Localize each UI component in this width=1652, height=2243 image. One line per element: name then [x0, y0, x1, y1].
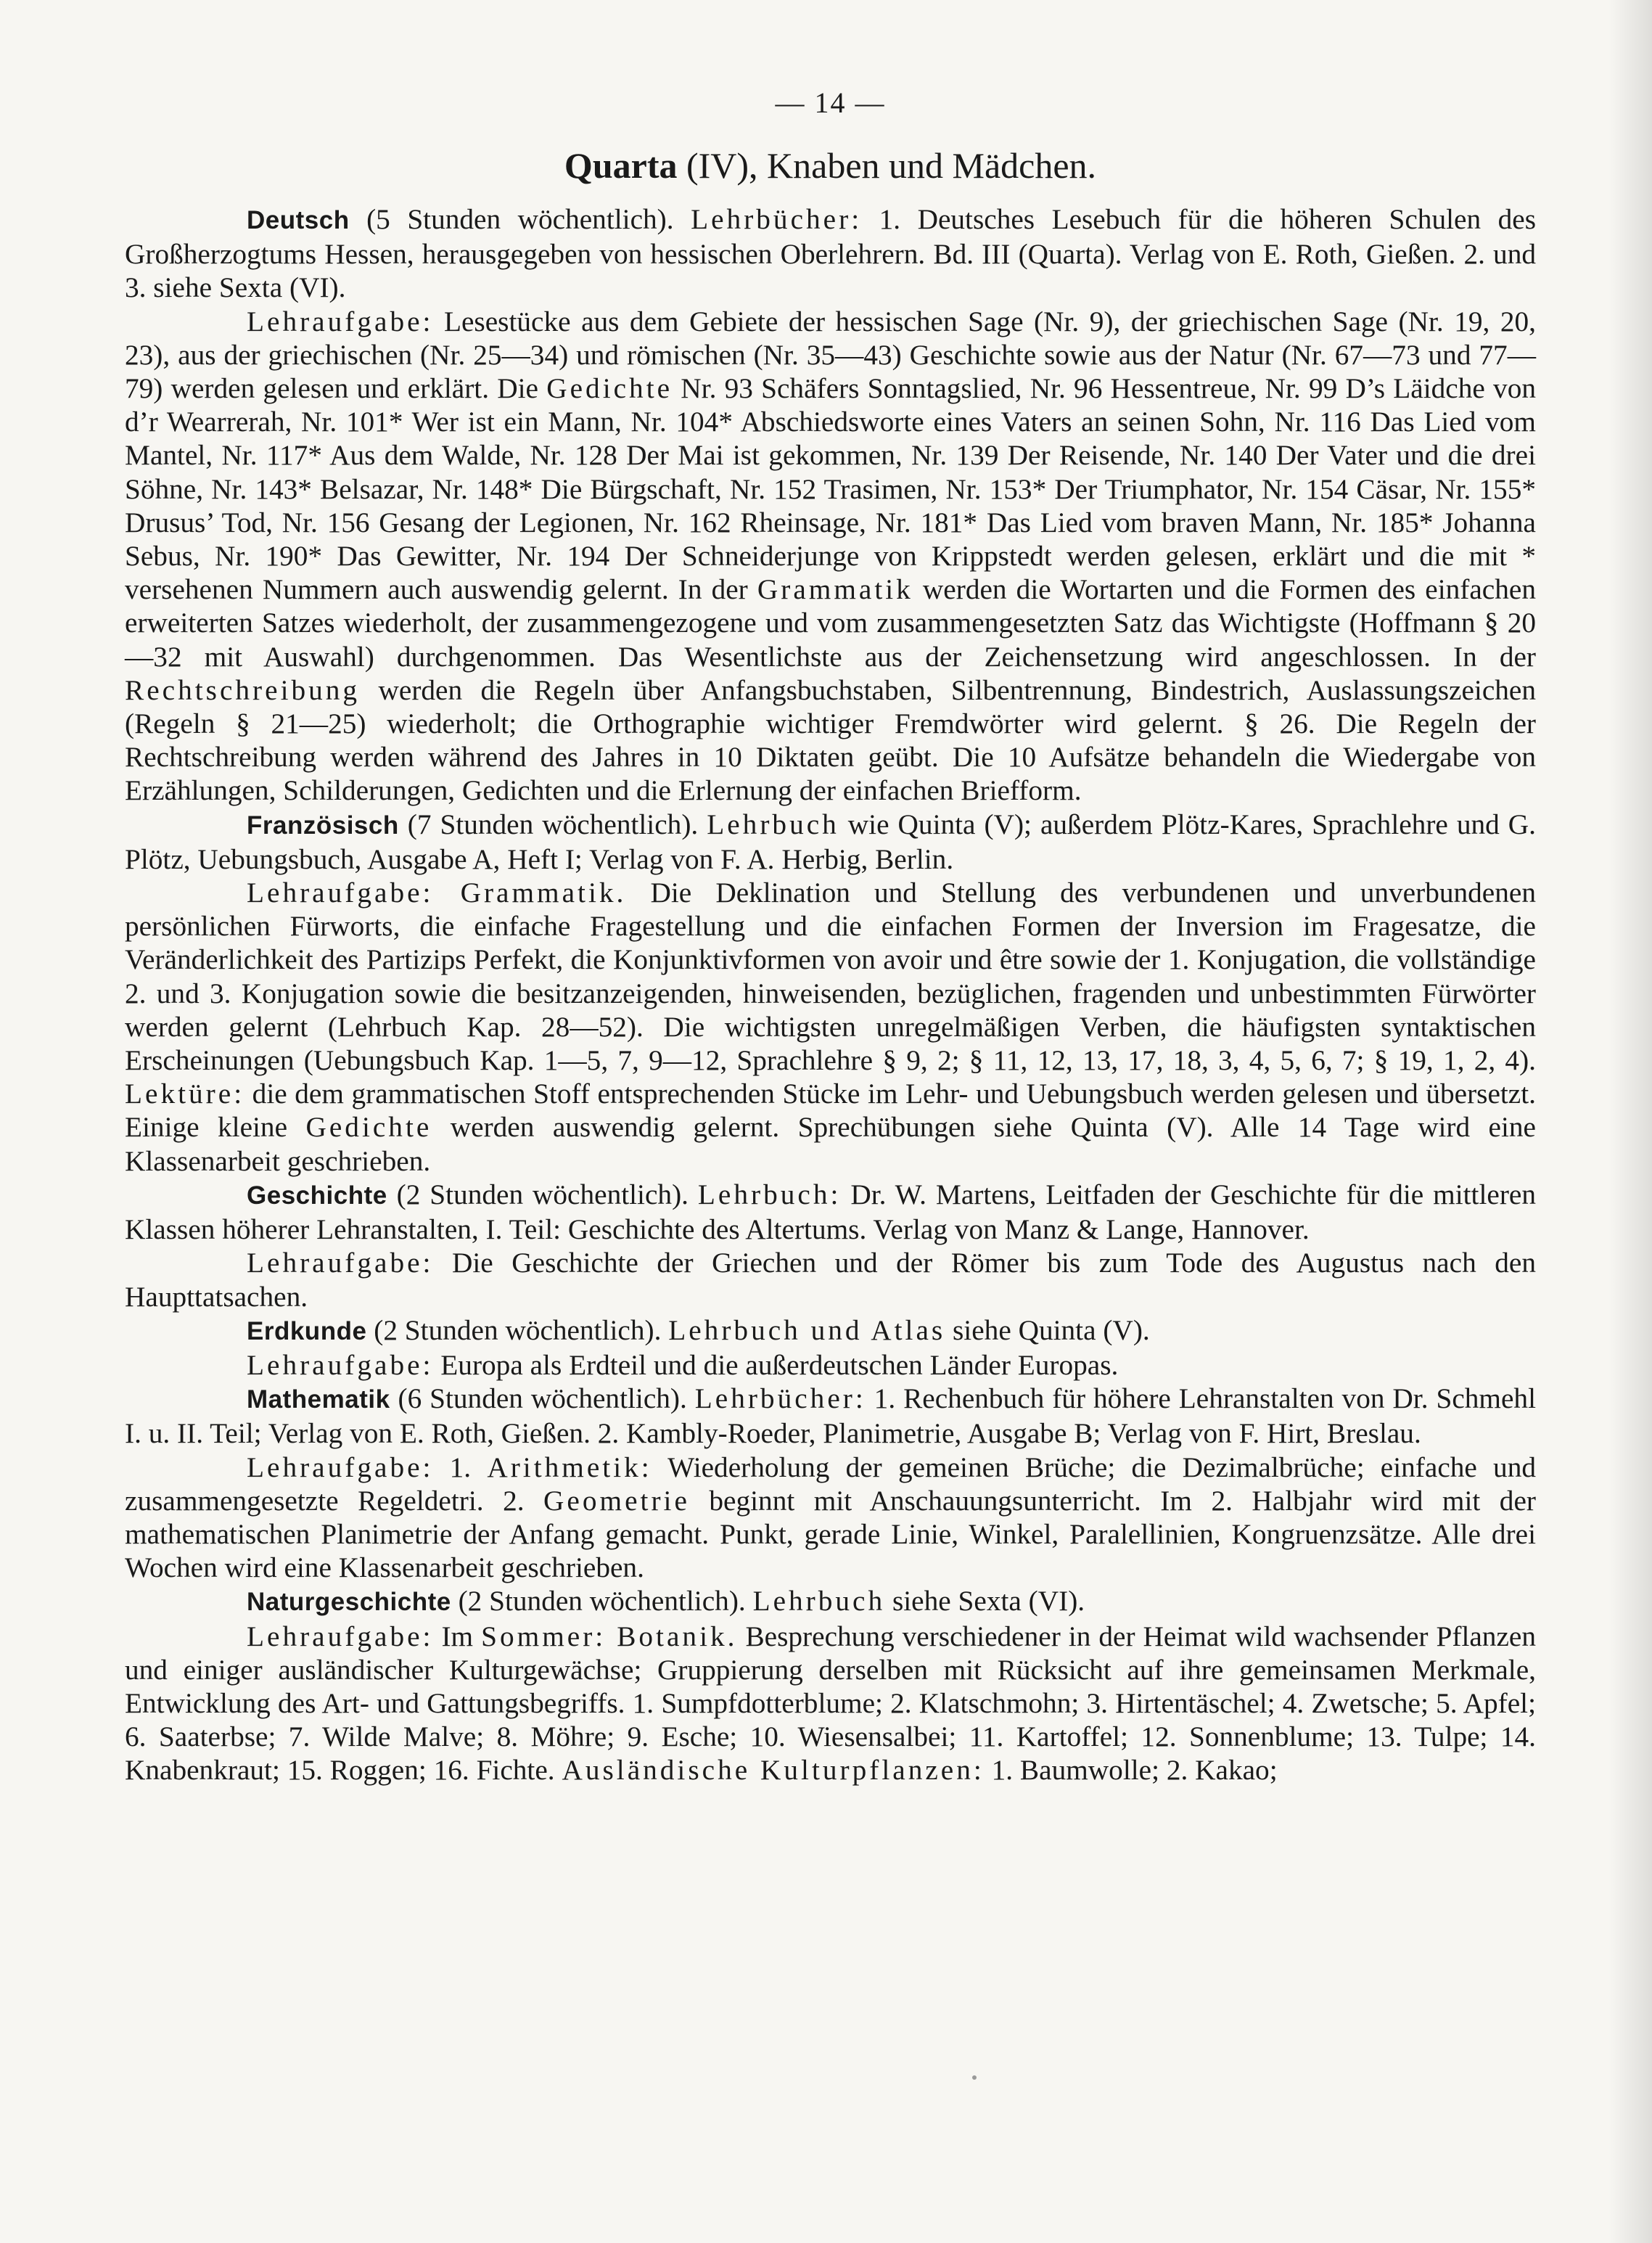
- deutsch-heading-paragraph: [125, 202, 1536, 305]
- mathematik-keyword-arithmetik: Arithmetik:: [487, 1451, 652, 1483]
- naturgeschichte-keyword-kulturpflanzen: Ausländische Kulturpflanzen:: [562, 1754, 985, 1787]
- franzoesisch-task-text-a: Die Deklination und Stellung des verbundenen und unverbundenen persönlichen Fürworts, die einfache Fragestellung und die einfachen Formen der Inversion im Fragesatze, die Veränderlichkeit des Partizips Perfekt, die Konjunktivformen von avoir und être sowie der 1. Konjugation, die vollständige 2. und 3. Konjugation sowie die besitzanzeigenden, hinweisenden, bezüglichen, fragenden und unbestimmten Fürwörter werden gelernt (Lehrbuch Kap. 28—52). Die wichtigsten unregelmäßigen Verben, die häufigsten syntaktischen Erscheinungen (Uebungsbuch Kap. 1—5, 7, 9—12, Sprachlehre § 9, 2; § 11, 12, 13, 17, 18, 3, 4, 5, 6, 7; § 19, 1, 2, 4).: [125, 877, 1536, 1077]
- naturgeschichte-task-text-b: Besprechung verschiedener in der Heimat wild wachsender Pflanzen und einiger ausländischer Kulturgewächse; Gruppierung derselben mit Rücksicht auf ihre gemeinsamen Merkmale, Entwicklung des Art- und Gattungsbegriffs. 1. Sumpfdotterblume; 2. Klatschmohn; 3. Hirtentäschel; 4. Zwetsche; 5. Apfel; 6. Saaterbse; 7. Wilde Malve; 8. Möhre; 9. Esche; 10. Wiesensalbei; 11. Kartoffel; 12. Sonnenblume; 13. Tulpe; 14. Knabenkraut; 15. Roggen; 16. Fichte.: [125, 1620, 1536, 1787]
- franzoesisch-task-text-c: werden auswendig gelernt. Sprechübungen siehe Quinta (V). Alle 14 Tage wird eine Klassenarbeit geschrieben.: [125, 1111, 1537, 1177]
- deutsch-hours: (5 Stunden wöchentlich).: [349, 203, 691, 235]
- deutsch-task-text-b: Nr. 93 Schäfers Sonntagslied, Nr. 96 Hessentreue, Nr. 99 D’s Läidche von d’r Wearrerah, Nr. 101* Wer ist ein Mann, Nr. 104* Abschiedsworte eines Vaters an seinen Sohn, Nr. 116 Das Lied vom Mantel, Nr. 117* Aus dem Walde, Nr. 128 Der Mai ist gekommen, Nr. 139 Der Reisende, Nr. 140 Der Vater und die drei Söhne, Nr. 143* Belsazar, Nr. 148* Die Bürgschaft, Nr. 152 Trasimen, Nr. 153* Der Triumphator, Nr. 154 Cäsar, Nr. 155* Drusus’ Tod, Nr. 156 Gesang der Legionen, Nr. 162 Rheinsage, Nr. 181* Das Lied vom braven Mann, Nr. 185* Johanna Sebus, Nr. 190* Das Gewitter, Nr. 194 Der Schneiderjunge von Krippstedt werden gelesen, erklärt und die mit * versehenen Nummern auch auswendig gelernt. In der: [125, 372, 1536, 606]
- geschichte-task-label: Lehraufgabe:: [247, 1247, 434, 1279]
- mathematik-task-text-b: Wiederholung der gemeinen Brüche; die Dezimalbrüche; einfache und zusammengesetzte Regeldetri. 2.: [125, 1451, 1537, 1517]
- franzoesisch-task-text-b: die dem grammatischen Stoff entsprechenden Stücke im Lehr- und Uebungsbuch werden gelesen und übersetzt. Einige kleine: [125, 1078, 1536, 1144]
- geschichte-hours: (2 Stunden wöchentlich).: [387, 1178, 698, 1210]
- naturgeschichte-keyword-botanik: Sommer: Botanik.: [481, 1620, 738, 1652]
- franzoesisch-books: wie Quinta (V); außerdem Plötz-Kares, Sprachlehre und G. Plötz, Uebungsbuch, Ausgabe A, Heft I; Verlag von F. A. Herbig, Berlin.: [125, 808, 1536, 875]
- geschichte-books-label: Lehrbuch:: [697, 1178, 842, 1210]
- naturgeschichte-task-text-c: 1. Baumwolle; 2. Kakao;: [984, 1754, 1278, 1787]
- erdkunde-task-label: Lehraufgabe:: [247, 1348, 434, 1381]
- naturgeschichte-heading-paragraph: [125, 1584, 1536, 1619]
- erdkunde-heading-paragraph: [125, 1313, 1536, 1348]
- deutsch-keyword-rechtschreibung: Rechtschreibung: [125, 673, 361, 706]
- deutsch-task-paragraph: [125, 305, 1536, 808]
- naturgeschichte-hours: (2 Stunden wöchentlich).: [451, 1585, 753, 1617]
- franzoesisch-books-label: Lehrbuch: [707, 808, 839, 840]
- franzoesisch-keyword-grammatik: Grammatik.: [433, 877, 627, 909]
- mathematik-keyword-geometrie: Geometrie: [543, 1484, 690, 1517]
- page-number: — 14 —: [775, 86, 886, 119]
- deutsch-task-text-c: werden die Wortarten und die Formen des einfachen erweiterten Satzes wiederholt, der zusammengezogene und vom zusammengesetzten Satz das Wichtigste (Hoffmann § 20—32 mit Auswahl) durchgenommen. Das Wesentlichste aus der Zeichensetzung wird angeschlossen. In der: [125, 573, 1536, 673]
- geschichte-task-text: Die Geschichte der Griechen und der Römer bis zum Tode des Augustus nach den Haupttatsachen.: [125, 1247, 1536, 1313]
- subject-naturgeschichte: Naturgeschichte: [247, 1588, 451, 1617]
- franzoesisch-heading-paragraph: [125, 808, 1536, 876]
- subject-erdkunde: Erdkunde: [247, 1316, 367, 1345]
- scan-speck: [972, 2075, 977, 2080]
- naturgeschichte-task-label: Lehraufgabe:: [247, 1620, 434, 1652]
- geschichte-books: Dr. W. Martens, Leitfaden der Geschichte für die mittleren Klassen höherer Lehranstalten, I. Teil: Geschichte des Altertums. Verlag von Manz & Lange, Hannover.: [125, 1178, 1536, 1246]
- franzoesisch-keyword-lektuere: Lektüre:: [125, 1078, 245, 1110]
- mathematik-task-text-a: 1.: [433, 1451, 488, 1483]
- mathematik-books-label: Lehrbücher:: [694, 1382, 866, 1415]
- deutsch-books: 1. Deutsches Lesebuch für die höheren Schulen des Großherzogtums Hessen, herausgegeben von hessischen Oberlehrern. Bd. III (Quarta). Verlag von E. Roth, Gießen. 2. und 3. siehe Sexta (VI).: [125, 203, 1536, 304]
- page-title: [125, 144, 1536, 186]
- deutsch-keyword-grammatik: Grammatik: [757, 573, 913, 606]
- deutsch-books-label: Lehrbücher:: [691, 203, 863, 235]
- naturgeschichte-task-paragraph: [125, 1620, 1536, 1787]
- geschichte-task-paragraph: [125, 1246, 1536, 1313]
- mathematik-task-text-c: beginnt mit Anschauungsunterricht. Im 2. Halbjahr wird mit der mathematischen Planimetrie der Anfang gemacht. Punkt, gerade Linie, Winkel, Paralellinien, Kongruenzsätze. Alle drei Wochen wird eine Klassenarbeit geschrieben.: [125, 1484, 1536, 1584]
- erdkunde-task-paragraph: [125, 1348, 1536, 1382]
- mathematik-hours: (6 Stunden wöchentlich).: [390, 1382, 695, 1415]
- deutsch-task-label: Lehraufgabe:: [247, 305, 434, 337]
- geschichte-heading-paragraph: [125, 1178, 1536, 1246]
- title-rest: (IV), Knaben und Mädchen.: [677, 145, 1097, 186]
- naturgeschichte-books-label: Lehrbuch: [752, 1585, 886, 1617]
- naturgeschichte-task-text-a: Im: [433, 1620, 482, 1652]
- franzoesisch-task-label: Lehraufgabe:: [247, 877, 434, 909]
- erdkunde-task-text: Europa als Erdteil und die außerdeutschen Länder Europas.: [433, 1348, 1119, 1381]
- erdkunde-books-label: Lehrbuch und Atlas: [668, 1313, 946, 1346]
- mathematik-heading-paragraph: [125, 1382, 1536, 1450]
- deutsch-task-text-a: Lesestücke aus dem Gebiete der hessischen Sage (Nr. 9), der griechischen Sage (Nr. 19, 20, 23), aus der griechischen (Nr. 25—34) und römischen (Nr. 35—43) Geschichte sowie aus der Natur (Nr. 67—73 und 77—79) werden gelesen und erklärt. Die: [125, 305, 1536, 405]
- subject-franzoesisch: Französisch: [247, 811, 399, 840]
- title-class: Quarta: [564, 145, 678, 186]
- subject-mathematik: Mathematik: [247, 1385, 390, 1414]
- mathematik-task-paragraph: [125, 1451, 1536, 1585]
- erdkunde-books: siehe Quinta (V).: [945, 1313, 1150, 1346]
- deutsch-keyword-gedichte: Gedichte: [546, 372, 673, 405]
- franzoesisch-hours: (7 Stunden wöchentlich).: [398, 808, 707, 840]
- mathematik-books: 1. Rechenbuch für höhere Lehranstalten von Dr. Schmehl I. u. II. Teil; Verlag von E. Roth, Gießen. 2. Kambly-Roeder, Planimetrie, Ausgabe B; Verlag von F. Hirt, Breslau.: [125, 1382, 1536, 1450]
- franzoesisch-keyword-gedichte: Gedichte: [305, 1111, 432, 1144]
- erdkunde-hours: (2 Stunden wöchentlich).: [366, 1313, 669, 1346]
- subject-deutsch: Deutsch: [247, 206, 350, 234]
- franzoesisch-task-paragraph: [125, 876, 1536, 1178]
- naturgeschichte-books: siehe Sexta (VI).: [885, 1585, 1085, 1617]
- subject-geschichte: Geschichte: [247, 1181, 387, 1210]
- mathematik-task-label: Lehraufgabe:: [247, 1451, 434, 1483]
- deutsch-task-text-d: werden die Regeln über Anfangsbuchstaben, Silbentrennung, Bindestrich, Auslassungszeichen (Regeln § 21—25) wiederholt; die Orthographie wichtiger Fremdwörter wird gelernt. § 26. Die Regeln der Rechtschreibung werden während des Jahres in 10 Diktaten geübt. Die 10 Aufsätze behandeln die Wiedergabe von Erzählungen, Schilderungen, Gedichten und die Erlernung der einfachen Briefform.: [125, 673, 1536, 807]
